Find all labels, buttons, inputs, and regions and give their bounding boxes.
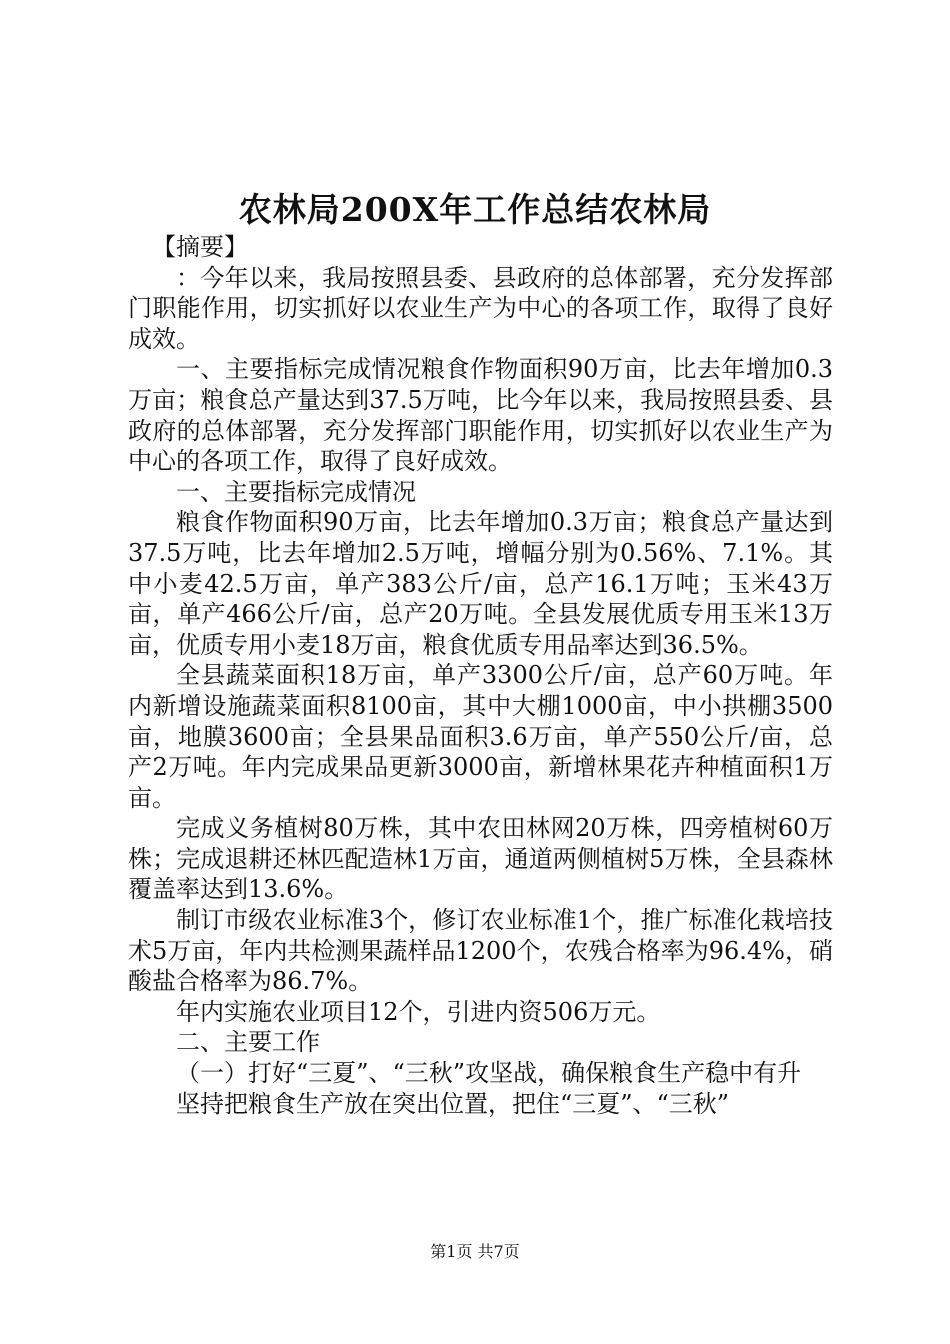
abstract-label: 【摘要】 (152, 233, 248, 261)
subsection-heading: （一）打好“三夏”、“三秋”攻坚战，确保粮食生产稳中有升 (176, 1059, 802, 1088)
paragraph: 坚持把粮食生产放在突出位置，把住“三夏”、“三秋” (176, 1089, 730, 1118)
paragraph: 一、主要指标完成情况粮食作物面积90万亩，比去年增加0.3万亩；粮食总产量达到37.5万吨，比今年以来，我局按照县委、县政府的总体部署，充分发挥部门职能作用，切实抓好以农业生产为中心的各项工作，取得了良好成效。 (128, 355, 833, 476)
document-title: 农林局200X年工作总结农林局 (238, 190, 712, 229)
page-number-footer: 第1页 共7页 (430, 1242, 520, 1261)
section-heading: 一、主要指标完成情况 (176, 477, 416, 506)
document-body (128, 232, 833, 1119)
paragraph: 制订市级农业标准3个，修订农业标准1个，推广标准化栽培技术5万亩，年内共检测果蔬样品1200个，农残合格率为96.4%，硝酸盐合格率为86.7%。 (128, 906, 833, 996)
paragraph: 粮食作物面积90万亩，比去年增加0.3万亩；粮食总产量达到37.5万吨，比去年增加2.5万吨，增幅分别为0.56%、7.1%。其中小麦42.5万亩，单产383公斤/亩，总产16.1万吨；玉米43万亩，单产466公斤/亩，总产20万吨。全县发展优质专用玉米13万亩，优质专用小麦18万亩，粮食优质专用品率达到36.5%。 (128, 508, 833, 659)
paragraph: 完成义务植树80万株，其中农田林网20万株，四旁植树60万株；完成退耕还林匹配造林1万亩，通道两侧植树5万株，全县森林覆盖率达到13.6%。 (128, 814, 833, 904)
abstract-text: ：今年以来，我局按照县委、县政府的总体部署，充分发挥部门职能作用，切实抓好以农业生产为中心的各项工作，取得了良好成效。 (128, 263, 833, 353)
section-heading: 二、主要工作 (176, 1028, 320, 1057)
paragraph: 全县蔬菜面积18万亩，单产3300公斤/亩，总产60万吨。年内新增设施蔬菜面积8100亩，其中大棚1000亩，中小拱棚3500亩，地膜3600亩；全县果品面积3.6万亩，单产550公斤/亩，总产2万吨。年内完成果品更新3000亩，新增林果花卉种植面积1万亩。 (128, 661, 833, 812)
paragraph: 年内实施农业项目12个，引进内资506万元。 (176, 997, 661, 1026)
